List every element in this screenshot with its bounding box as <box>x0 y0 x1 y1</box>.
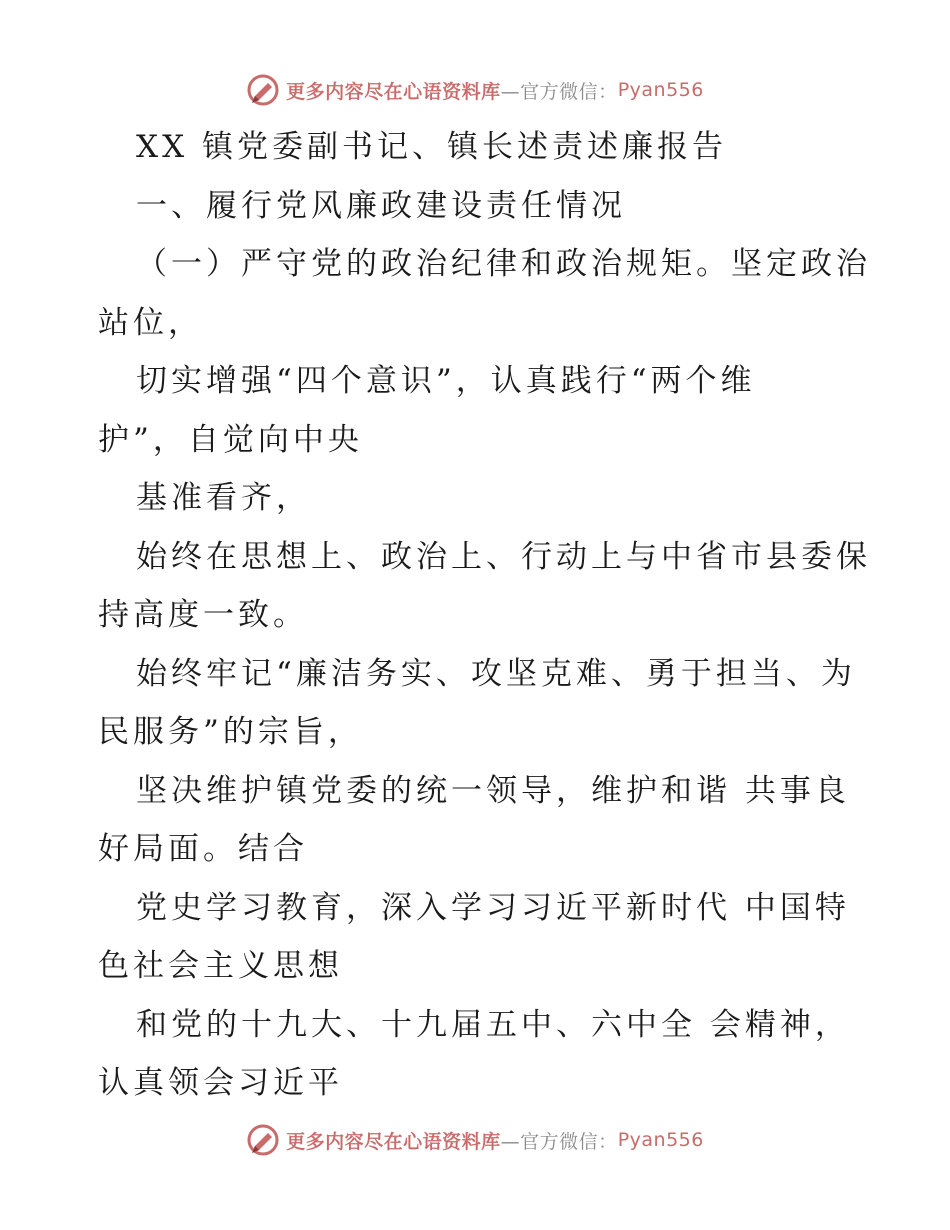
document-line: 持高度一致。 <box>98 597 308 633</box>
watermark-main-text: 更多内容尽在心语资料库 <box>286 1130 501 1153</box>
document-line: 坚决维护镇党委的统一领导，维护和谐 共事良 <box>136 772 850 809</box>
watermark-footer <box>0 1120 950 1160</box>
document-line: 和党的十九大、十九届五中、六中全 会精神， <box>136 1006 850 1043</box>
document-line: 民服务”的宗旨， <box>98 714 363 750</box>
document-line: 色社会主义思想 <box>98 948 343 984</box>
document-line: （一）严守党的政治纪律和政治规矩。坚定政治 <box>136 246 871 282</box>
document-line: 基准看齐， <box>136 480 311 516</box>
watermark-header <box>0 70 950 110</box>
document-line: XX 镇党委副书记、镇长述责述廉报告 <box>136 129 727 165</box>
pen-logo-icon <box>246 73 280 107</box>
document-line: 认真领会习近平 <box>98 1065 343 1101</box>
pen-logo-icon <box>246 1123 280 1157</box>
document-line: 始终牢记“廉洁务实、攻坚克难、勇于担当、为 <box>136 655 856 692</box>
document-body <box>98 118 871 1113</box>
document-line: 一、履行党风廉政建设责任情况 <box>136 187 626 224</box>
document-line: 护”，自觉向中央 <box>98 421 363 458</box>
document-line: 好局面。结合 <box>98 831 308 867</box>
document-line: 党史学习教育，深入学习习近平新时代 中国特 <box>136 889 850 926</box>
watermark-dash-text: —官方微信： <box>500 80 618 103</box>
watermark-main-text: 更多内容尽在心语资料库 <box>286 80 501 103</box>
document-line: 始终在思想上、政治上、行动上与中省市县委保 <box>136 538 871 575</box>
watermark-account: Pyan556 <box>617 79 704 101</box>
watermark-dash-text: —官方微信： <box>500 1130 618 1153</box>
watermark-account: Pyan556 <box>617 1129 704 1151</box>
document-line: 切实增强“四个意识”，认真践行“两个维 <box>136 363 756 399</box>
document-line: 站位， <box>98 304 203 341</box>
